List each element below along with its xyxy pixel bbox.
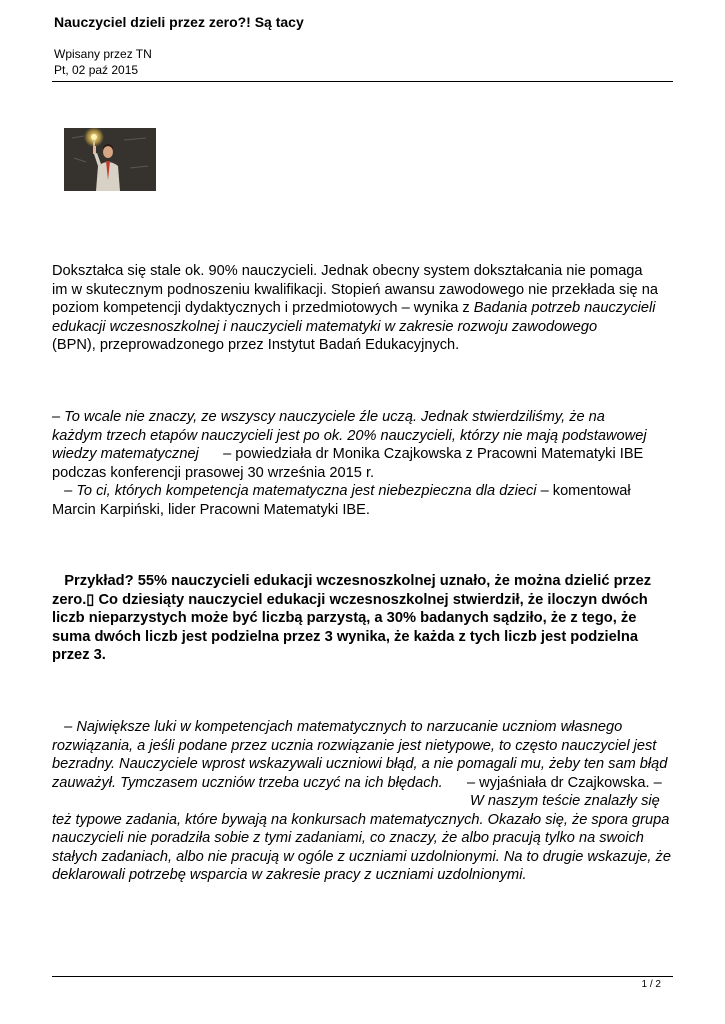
attribution-text: – powiedziała dr Monika Czajkowska z Pracowni Matematyki IBE (198, 446, 644, 462)
article-photo (64, 128, 156, 191)
article-title: Nauczyciel dzieli przez zero?! Są tacy (54, 14, 304, 30)
footer-divider (52, 976, 673, 977)
study-title-continued: edukacji wczesnoszkolnej i nauczycieli matematyki w zakresie rozwoju zawodowego (52, 318, 598, 335)
findings-line: deklarowali potrzebę wsparcia w zakresie pracy z uczniami uzdolnionymi. (52, 867, 527, 883)
study-title: Badania potrzeb nauczycieli (473, 300, 656, 316)
page-number: 1 / 2 (641, 979, 661, 990)
paragraph-findings (52, 718, 677, 885)
date-line: Pt, 02 paź 2015 (54, 63, 139, 77)
quote-line: każdym trzech etapów nauczycieli jest po ok. 20% nauczycieli, którzy nie mają podstawowej (52, 427, 647, 444)
paragraph-intro-line: Dokształca się stale ok. 90% nauczycieli. Jednak obecny system dokształcania nie pomaga (52, 263, 643, 279)
paragraph-intro-line: (BPN), przeprowadzonego przez Instytut Badań Edukacyjnych. (52, 337, 460, 353)
paragraph-quote (52, 408, 677, 519)
paragraph-intro (52, 262, 677, 355)
example-line: zero.▯ Co dziesiąty nauczyciel edukacji wczesnoszkolnej stwierdził, że iloczyn dwóch (52, 591, 648, 608)
quote-line: – To wcale nie znaczy, ze wszyscy nauczyciele źle uczą. Jednak stwierdziliśmy, że na (52, 409, 605, 425)
example-line: Przykład? 55% nauczycieli edukacji wczesnoszkolnej uznało, że można dzielić przez (52, 573, 652, 589)
attribution-line: podczas konferencji prasowej 30 września 2015 r. (52, 464, 375, 481)
header-divider (52, 81, 673, 82)
example-line: liczb nieparzystych może być liczbą parzystą, a 30% badanych sądziło, że z tego, że (52, 610, 637, 626)
author-line: Wpisany przez TN (54, 47, 152, 61)
findings-line: W naszym teście znalazły się (470, 793, 660, 809)
paragraph-intro-text: poziom kompetencji dydaktycznych i przedmiotowych – wynika z (52, 300, 474, 316)
findings-line (52, 774, 677, 793)
teacher-lightbulb-illustration (64, 128, 156, 191)
findings-text: zauważył. Tymczasem uczniów trzeba uczyć na ich błędach. (52, 774, 443, 791)
findings-line: też typowe zadania, które bywają na konkursach matematycznych. Okazało się, że spora grupa (52, 811, 670, 828)
findings-line: nauczycieli nie poradziła sobie z tymi zadaniami, co znaczy, że albo pracują tylko na swoich (52, 830, 644, 846)
example-line: suma dwóch liczb jest podzielna przez 3 wynika, że każda z tych liczb jest podzielna (52, 628, 639, 645)
quote-text: wiedzy matematycznej (52, 446, 199, 462)
findings-line: rozwiązania, a jeśli podane przez ucznia rozwiązanie jest nietypowe, to często nauczyciel jest (52, 737, 657, 754)
paragraph-example (52, 572, 677, 665)
quote-text: – To ci, których kompetencja matematyczna jest niebezpieczna dla dzieci (52, 483, 537, 499)
quote-line (52, 482, 677, 501)
quote-line (52, 445, 677, 464)
paragraph-intro-line (52, 299, 677, 318)
findings-line: stałych zadaniach, albo nie pracują w ogóle z uczniami uzdolnionymi. Na to drugie wskazuje, że (52, 848, 671, 865)
article-meta (54, 46, 152, 78)
example-line: przez 3. (52, 647, 106, 663)
attribution-line: Marcin Karpiński, lider Pracowni Matematyki IBE. (52, 501, 370, 518)
paragraph-intro-line: im w skutecznym podnoszeniu kwalifikacji. Stopień awansu zawodowego nie przekłada się na (52, 281, 658, 298)
attribution-text: – komentował (536, 483, 631, 499)
attribution-text: – wyjaśniała dr Czajkowska. – (442, 774, 662, 791)
findings-line: bezradny. Nauczyciele wprost wskazywali uczniowi błąd, a nie pomagali mu, żeby ten sam błąd (52, 756, 668, 772)
findings-line: – Największe luki w kompetencjach matematycznych to narzucanie uczniom własnego (52, 719, 623, 735)
